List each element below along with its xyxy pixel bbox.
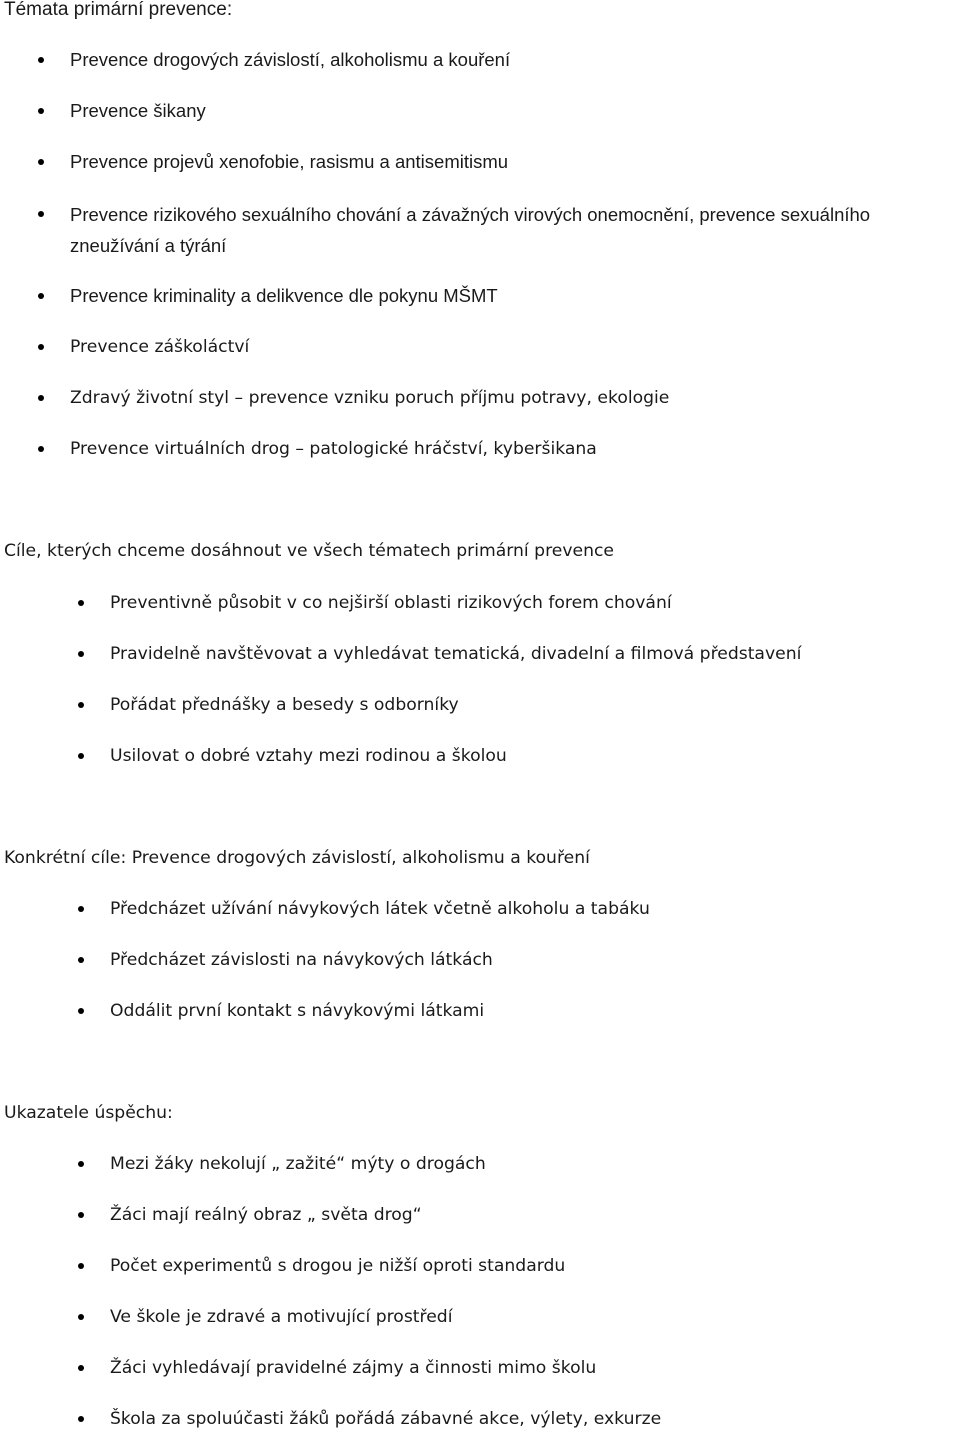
bullet-icon xyxy=(78,1212,84,1218)
list-item-text: Počet experimentů s drogou je nižší oproti standardu xyxy=(110,1256,566,1276)
bullet-icon xyxy=(78,651,84,657)
section-heading-goals: Cíle, kterých chceme dosáhnout ve všech tématech primární prevence xyxy=(4,541,615,561)
bullet-icon xyxy=(38,344,44,350)
list-item-text: Pravidelně navštěvovat a vyhledávat tematická, divadelní a filmová představení xyxy=(110,644,802,664)
bullet-icon xyxy=(78,1314,84,1320)
list-item-text: Preventivně působit v co nejširší oblasti rizikových forem chování xyxy=(110,593,672,613)
list-item-text: Prevence rizikového sexuálního chování a závažných virových onemocnění, prevence sexuálního zneužívání a týrání xyxy=(70,204,871,256)
list-item-text: Zdravý životní styl – prevence vzniku poruch příjmu potravy, ekologie xyxy=(70,388,670,408)
bullet-icon xyxy=(78,1008,84,1014)
list-item-text: Pořádat přednášky a besedy s odborníky xyxy=(110,695,459,715)
list-item-text: Prevence projevů xenofobie, rasismu a antisemitismu xyxy=(70,151,509,172)
list-item-text: Usilovat o dobré vztahy mezi rodinou a školou xyxy=(110,746,507,766)
list-item-text: Žáci vyhledávají pravidelné zájmy a činnosti mimo školu xyxy=(110,1358,597,1378)
list-item-text: Prevence virtuálních drog – patologické hráčství, kyberšikana xyxy=(70,439,597,459)
bullet-icon xyxy=(38,211,44,217)
list-item-text: Prevence drogových závislostí, alkoholismu a kouření xyxy=(70,49,511,70)
bullet-icon xyxy=(78,957,84,963)
list-item-text: Oddálit první kontakt s návykovými látkami xyxy=(110,1001,485,1021)
bullet-icon xyxy=(78,1161,84,1167)
section-heading-success-indicators: Ukazatele úspěchu: xyxy=(4,1103,173,1123)
list-item-text: Předcházet užívání návykových látek včetně alkoholu a tabáku xyxy=(110,899,650,919)
list-item-text: Škola za spoluúčasti žáků pořádá zábavné akce, výlety, exkurze xyxy=(110,1409,662,1429)
bullet-icon xyxy=(38,446,44,452)
list-item-text: Prevence záškoláctví xyxy=(70,337,250,357)
bullet-icon xyxy=(38,57,44,63)
list-item-text: Prevence kriminality a delikvence dle pokynu MŠMT xyxy=(70,285,498,306)
bullet-icon xyxy=(78,906,84,912)
list-item-text: Mezi žáky nekolují „ zažité“ mýty o drogách xyxy=(110,1154,486,1174)
bullet-icon xyxy=(78,702,84,708)
bullet-icon xyxy=(78,753,84,759)
bullet-icon xyxy=(78,1416,84,1422)
bullet-icon xyxy=(78,1263,84,1269)
list-item-text: Předcházet závislosti na návykových látkách xyxy=(110,950,493,970)
bullet-icon xyxy=(78,1365,84,1371)
bullet-icon xyxy=(38,293,44,299)
list-item-text: Žáci mají reálný obraz „ světa drog“ xyxy=(110,1205,422,1225)
section-heading-specific-goals: Konkrétní cíle: Prevence drogových závislostí, alkoholismu a kouření xyxy=(4,848,590,868)
bullet-icon xyxy=(38,108,44,114)
list-item-text: Ve škole je zdravé a motivující prostředí xyxy=(110,1307,453,1327)
bullet-icon xyxy=(78,600,84,606)
list-item-text: Prevence šikany xyxy=(70,100,206,121)
bullet-icon xyxy=(38,395,44,401)
section-heading-topics: Témata primární prevence: xyxy=(4,0,233,20)
bullet-icon xyxy=(38,159,44,165)
